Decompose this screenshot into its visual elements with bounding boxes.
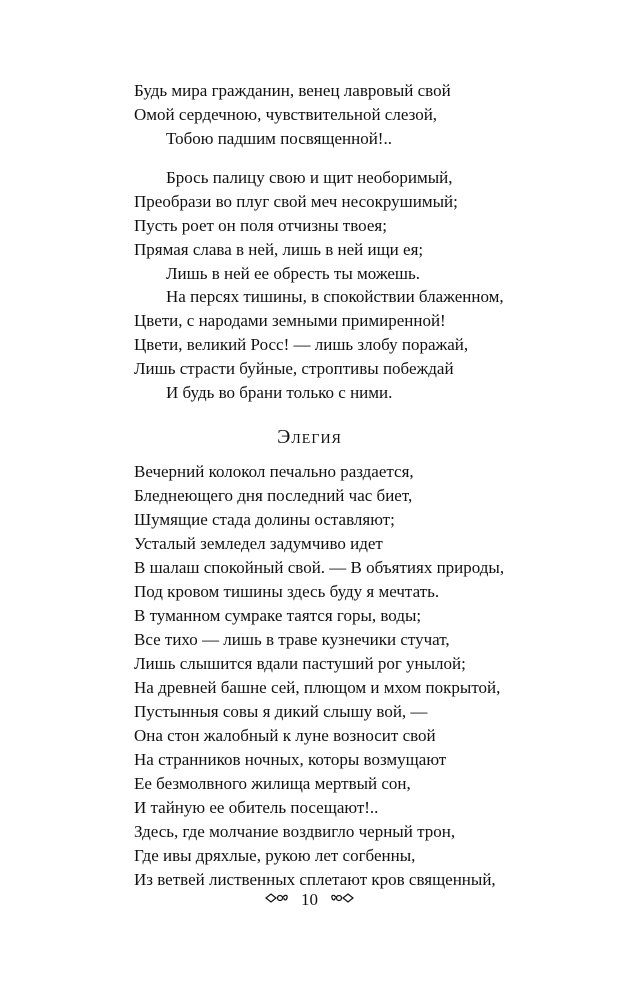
stanza-2	[134, 166, 574, 286]
verse-line: Ее безмолвного жилища мертвый сон,	[134, 774, 411, 793]
poem-title: Элегия	[277, 426, 342, 448]
verse-line: Все тихо — лишь в траве кузнечики стучат,	[134, 630, 450, 649]
verse-line: Омой сердечною, чувствительной слезой,	[134, 105, 438, 124]
page-footer	[0, 887, 619, 912]
verse-line: Брось палицу свою и щит необоримый,	[166, 168, 453, 187]
stanza-1	[134, 79, 574, 151]
verse-line: И тайную ее обитель посещают!..	[134, 798, 379, 817]
verse-line: Она стон жалобный к луне возносит свой	[134, 726, 436, 745]
verse-line: Здесь, где молчание воздвигло черный трон,	[134, 822, 456, 841]
page-number: 10	[301, 890, 318, 910]
verse-line: Прямая слава в ней, лишь в ней ищи ея;	[134, 240, 424, 259]
ornament-left-icon	[265, 888, 289, 912]
verse-line: Под кровом тишины здесь буду я мечтать.	[134, 582, 440, 601]
verse-line: На персях тишины, в спокойствии блаженном,	[166, 287, 504, 306]
verse-line: Усталый земледел задумчиво идет	[134, 534, 383, 553]
elegy-text	[134, 460, 574, 892]
verse-line: И будь во брани только с ними.	[166, 383, 393, 402]
verse-line: Цвети, великий Росс! — лишь злобу поражай,	[134, 335, 469, 354]
verse-line: Где ивы дряхлые, рукою лет согбенны,	[134, 846, 416, 865]
verse-line: Пусть роет он поля отчизны твоея;	[134, 216, 387, 235]
verse-line: Лишь страсти буйные, строптивы побеждай	[134, 359, 454, 378]
verse-line: Из ветвей лиственных сплетают кров священный,	[134, 870, 496, 889]
verse-line: Пустынныя совы я дикий слышу вой, —	[134, 702, 428, 721]
verse-line: Тобою падшим посвященной!..	[166, 129, 392, 148]
verse-line: На древней башне сей, плющом и мхом покрытой,	[134, 678, 501, 697]
verse-line: Преобрази во плуг свой меч несокрушимый;	[134, 192, 458, 211]
verse-line: Шумящие стада долины оставляют;	[134, 510, 395, 529]
verse-line: В шалаш спокойный свой. — В объятиях природы,	[134, 558, 505, 577]
stanza-3	[134, 285, 574, 405]
verse-line: В туманном сумраке таятся горы, воды;	[134, 606, 422, 625]
ornament-right-icon	[330, 888, 354, 912]
verse-line: Лишь в ней ее обресть ты можешь.	[166, 264, 421, 283]
verse-line: Будь мира гражданин, венец лавровый свой	[134, 81, 451, 100]
verse-line: Бледнеющего дня последний час биет,	[134, 486, 413, 505]
verse-line: Лишь слышится вдали пастуший рог унылой;	[134, 654, 466, 673]
verse-line: На странников ночных, которы возмущают	[134, 750, 447, 769]
verse-line: Цвети, с народами земными примиренной!	[134, 311, 446, 330]
verse-line: Вечерний колокол печально раздается,	[134, 462, 414, 481]
